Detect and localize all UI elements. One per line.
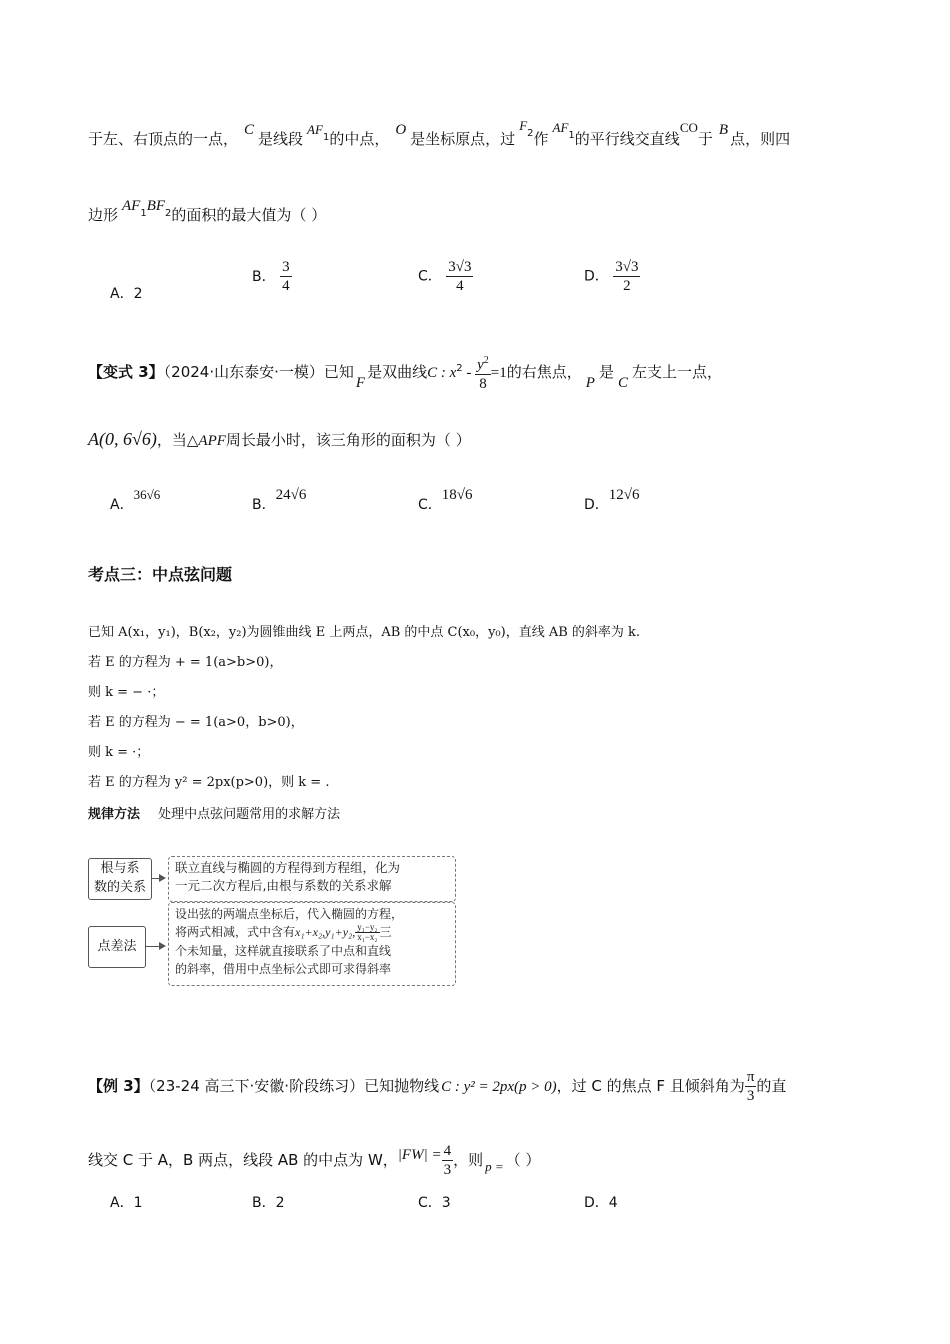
theory-line-4: 若 E 的方程为 − = 1(a>0，b>0)，	[88, 715, 304, 730]
example3-option-d[interactable]: D．4	[584, 1195, 618, 1211]
theory-line-6: 若 E 的方程为 y² = 2px(p>0)，则 k = .	[88, 775, 330, 790]
label-root-coefficient: 根与系 数的关系	[88, 858, 152, 900]
example3-option-b[interactable]: B．2	[252, 1195, 285, 1211]
prev-option-c[interactable]: C． $\frac{3√3}{4}$	[418, 259, 472, 294]
arrow-right-icon	[159, 942, 166, 950]
fraction: $\frac{3√3}{4}$	[448, 259, 472, 294]
example3-line-1: 【例 3】（23-24 高三下·安徽·阶段练习）已知抛物线 C : y² = 2px(p > 0)，过 C 的焦点 F 且倾斜角为 $\frac{\pi}{3}$ 的直	[88, 1069, 787, 1104]
method-box-1: 联立直线与椭圆的方程得到方程组，化为 一元二次方程后,由根与系数的关系求解	[168, 856, 456, 902]
fraction: $\frac{\pi}{3}$	[746, 1069, 755, 1104]
section-heading: 考点三：中点弦问题	[88, 565, 233, 584]
prev-problem-line-2: 边形 $AF_1BF_2$的面积的最大值为（ ）	[88, 198, 327, 224]
fraction: $\frac{4}{3}$	[443, 1143, 452, 1178]
variant3-line-2: A(0, 6√6)，当△APF周长最小时，该三角形的面积为（ ）	[88, 429, 471, 449]
prev-option-b[interactable]: B． $\frac{3}{4}$	[252, 259, 290, 294]
label-point-difference: 点差法	[88, 926, 146, 968]
theory-line-5: 则 k = ·；	[88, 745, 150, 760]
fraction: $\frac{y^2}{8}$	[475, 352, 491, 393]
method-box-2: 设出弦的两端点坐标后，代入椭圆的方程， 将两式相减，式中含有x₁+x₂,y₁+y₂, $\frac{\text{y₁−y₂}}{\text{x₁−x₂}}$ 三 个未知量，这样就直接联系了中点和直线 的斜率，借用中点坐标公式即可求得斜率	[168, 902, 456, 986]
prev-problem-line-1: 于左、右顶点的一点， C 是线段$AF_1$的中点， O 是坐标原点，过$F_2$作$AF_1$的平行线交直线CO于 B 点，则四	[88, 118, 791, 148]
rule-line: 规律方法 处理中点弦问题常用的求解方法	[88, 807, 341, 822]
fraction: $\frac{3}{4}$	[282, 259, 290, 294]
example3-line-2: 线交 C 于 A，B 两点，线段 AB 的中点为 W，|FW| = $\frac{4}{3}$ ，则 p = （ ）	[88, 1143, 541, 1178]
example3-option-a[interactable]: A．1	[110, 1195, 143, 1211]
variant3-option-d[interactable]: D．12√6	[584, 487, 640, 513]
variant3-line-1: 【变式 3】（2024·山东泰安·一模）已知F是双曲线C : $x^2$ - $\frac{y^2}{8}$ =1的右焦点，P是C左支上一点，	[88, 352, 722, 393]
variant3-option-b[interactable]: B．24√6	[252, 487, 307, 513]
fraction: $\frac{\text{y₁−y₂}}{\text{x₁−x₂}}$	[357, 922, 378, 942]
variant3-option-a[interactable]: A．36√6	[110, 487, 161, 513]
theory-line-3: 则 k = − ·；	[88, 685, 165, 700]
connector-line	[145, 946, 159, 947]
theory-line-2: 若 E 的方程为 + = 1(a>b>0)，	[88, 655, 283, 670]
example3-option-c[interactable]: C．3	[418, 1195, 451, 1211]
prev-option-d[interactable]: D． $\frac{3√3}{2}$	[584, 259, 639, 294]
fraction: $\frac{3√3}{2}$	[615, 259, 639, 294]
theory-line-1: 已知 A(x₁，y₁)，B(x₂，y₂)为圆锥曲线 E 上两点，AB 的中点 C(x₀，y₀)，直线 AB 的斜率为 k.	[88, 625, 641, 640]
prev-option-a[interactable]: A．2	[110, 286, 143, 302]
arrow-right-icon	[159, 874, 166, 882]
variant3-option-c[interactable]: C．18√6	[418, 487, 473, 513]
